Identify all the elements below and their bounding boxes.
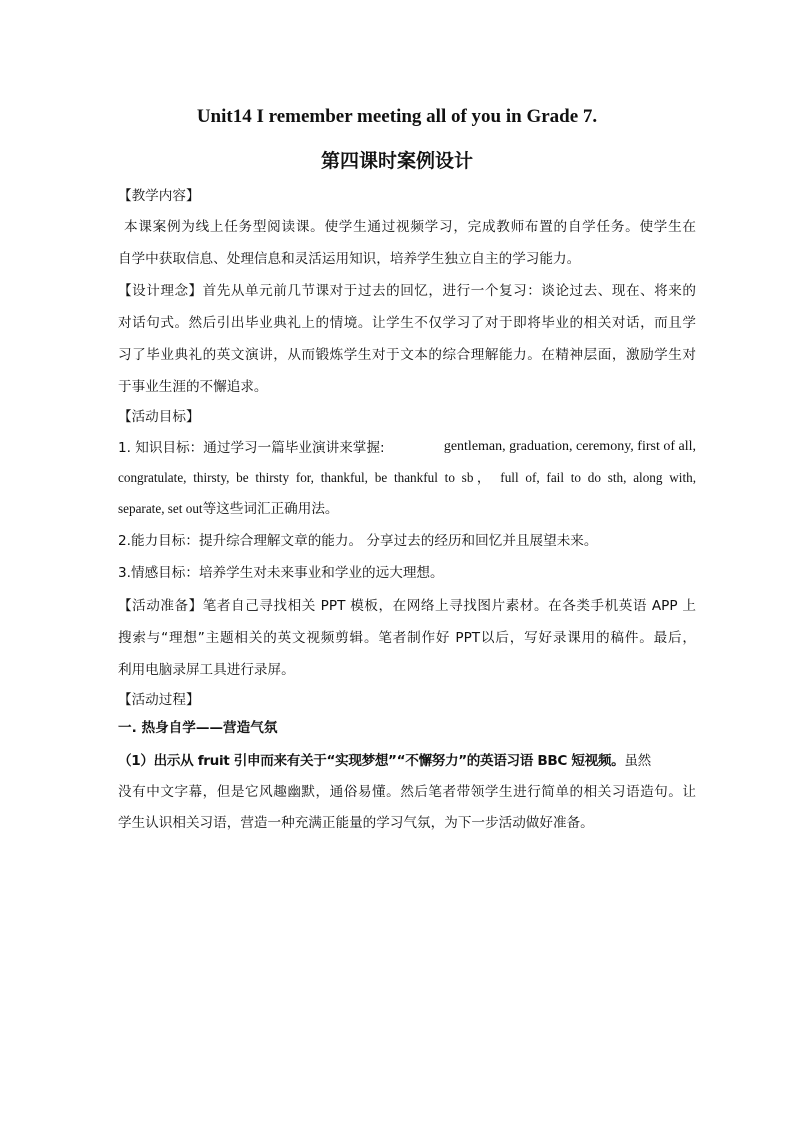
paragraph-prep-line: 利用电脑录屏工具进行录屏。 xyxy=(118,662,295,678)
goal-knowledge-tail: 等这些词汇正确用法。 xyxy=(202,501,339,517)
goal-emotion: 3.情感目标：培养学生对未来事业和学业的远大理想。 xyxy=(118,565,444,581)
section-warmup-heading: 一. 热身自学——营造气氛 xyxy=(118,720,278,736)
paragraph-concept-line: 对话句式。然后引出毕业典礼上的情境。让学生不仅学习了对于即将毕业的相关对话，而且学 xyxy=(118,315,696,331)
paragraph-prep-line: 搜索与“理想”主题相关的英文视频剪辑。笔者制作好 PPT以后，写好录课用的稿件。最后， xyxy=(118,630,696,646)
paragraph-concept-line: 【设计理念】首先从单元前几节课对于过去的回忆，进行一个复习：谈论过去、现在、将来的 xyxy=(118,283,696,299)
heading-activity-process: 【活动过程】 xyxy=(118,692,200,708)
heading-activity-goals: 【活动目标】 xyxy=(118,409,200,425)
paragraph-content-line: 本课案例为线上任务型阅读课。使学生通过视频学习，完成教师布置的自学任务。使学生在 xyxy=(124,219,696,235)
document-title-english: Unit14 I remember meeting all of you in Grade 7. xyxy=(196,106,598,127)
step-1-line xyxy=(118,753,696,769)
goal-knowledge-words-end xyxy=(118,501,696,517)
heading-teaching-content: 【教学内容】 xyxy=(118,188,200,204)
paragraph-content-line: 自学中获取信息、处理信息和灵活运用知识，培养学生独立自主的学习能力。 xyxy=(118,251,581,267)
goal-knowledge-words: congratulate, thirsty, be thirsty for, thankful, be thankful to sb， full of, fail to do sth, along with, xyxy=(118,470,696,485)
document-title-chinese: 第四课时案例设计 xyxy=(320,151,473,172)
paragraph-concept-line: 习了毕业典礼的英文演讲，从而锻炼学生对于文本的综合理解能力。在精神层面，激励学生对 xyxy=(118,347,696,363)
goal-knowledge-words: separate, set out xyxy=(118,501,203,516)
goal-ability: 2.能力目标：提升综合理解文章的能力。 分享过去的经历和回忆并且展望未来。 xyxy=(118,533,598,549)
step-1-line: 没有中文字幕，但是它风趣幽默，通俗易懂。然后笔者带领学生进行简单的相关习语造句。让 xyxy=(118,784,696,800)
step-1-continuation: 虽然 xyxy=(624,753,651,769)
step-1-line: 学生认识相关习语，营造一种充满正能量的学习气氛，为下一步活动做好准备。 xyxy=(118,815,594,831)
paragraph-prep-line: 【活动准备】笔者自己寻找相关 PPT 模板，在网络上寻找图片素材。在各类手机英语 APP 上 xyxy=(118,598,696,614)
goal-knowledge-label: 1. 知识目标：通过学习一篇毕业演讲来掌握: xyxy=(118,440,385,456)
paragraph-concept-line: 于事业生涯的不懈追求。 xyxy=(118,379,268,395)
goal-knowledge-words: gentleman, graduation, ceremony, first of all, xyxy=(443,439,696,454)
step-1-highlight: （1）出示从 fruit 引申而来有关于“实现梦想”“不懈努力”的英语习语 BBC 短视频。 xyxy=(118,753,625,769)
